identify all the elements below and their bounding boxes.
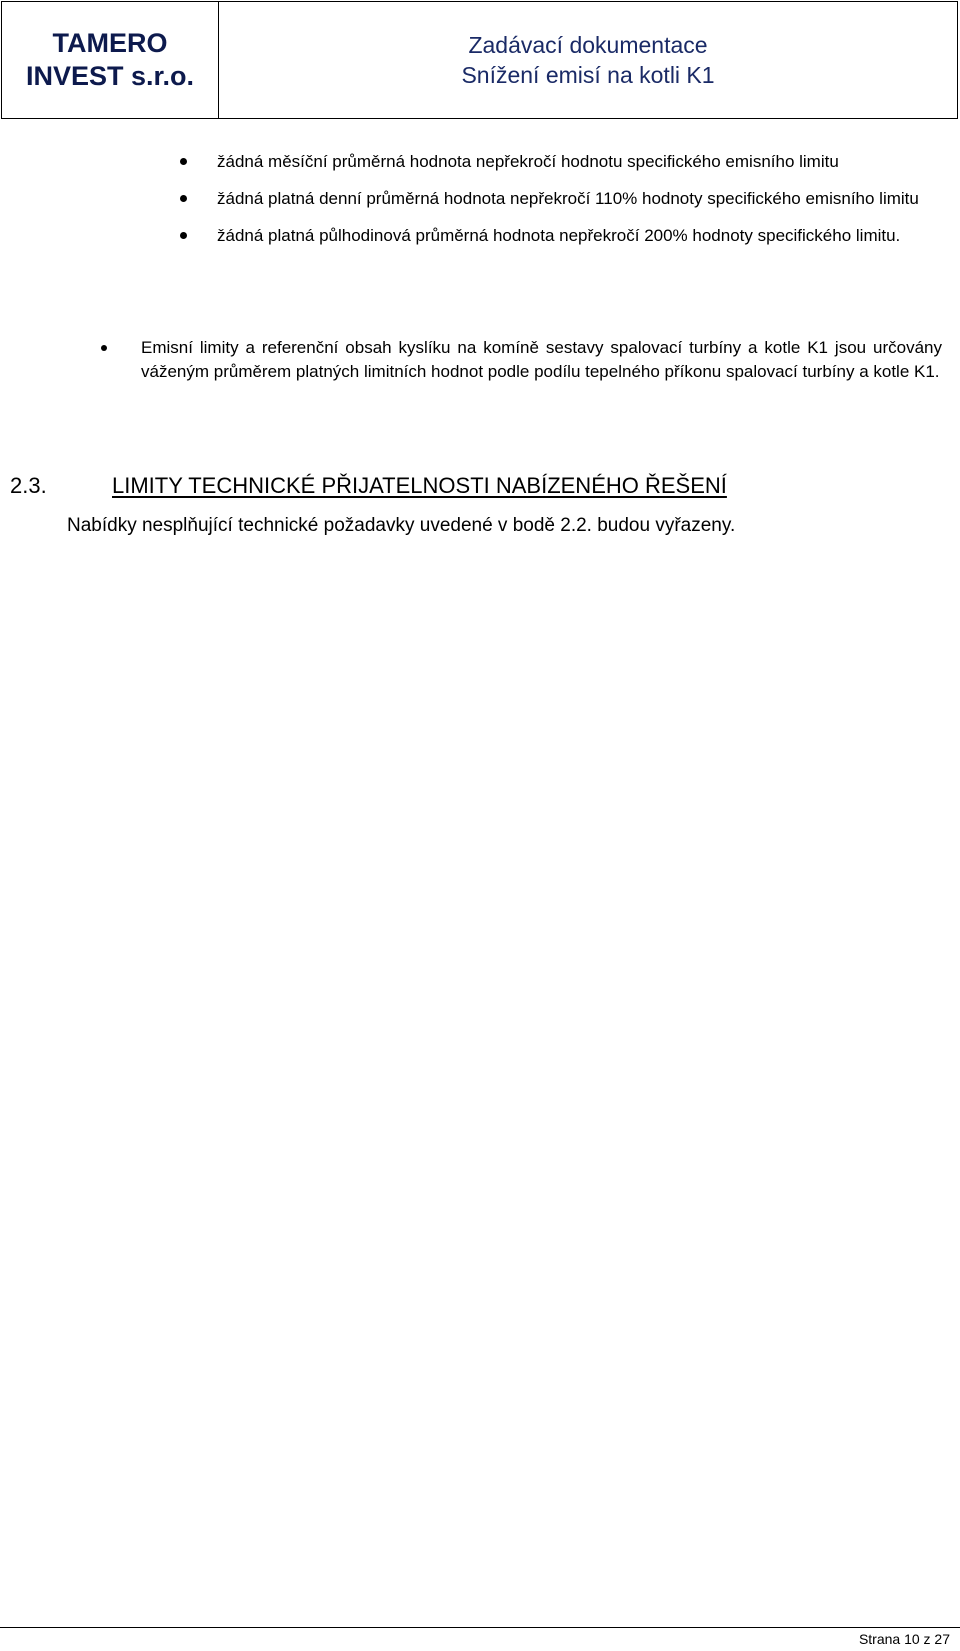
bullet-icon xyxy=(101,345,107,351)
company-name-line1: TAMERO xyxy=(52,28,168,58)
list-item-text: žádná platná půlhodinová průměrná hodnota nepřekročí 200% hodnoty specifického limitu. xyxy=(217,226,901,245)
page-number: Strana 10 z 27 xyxy=(858,1631,950,1647)
company-name xyxy=(2,2,219,118)
sub-bullet-list xyxy=(0,150,960,261)
section-number: 2.3. xyxy=(10,473,47,498)
list-item xyxy=(0,224,960,248)
section-title: LIMITY TECHNICKÉ PŘIJATELNOSTI NABÍZENÉHO ŘEŠENÍ xyxy=(112,473,727,498)
list-item-text: žádná platná denní průměrná hodnota nepřekročí 110% hodnoty specifického emisního limitu xyxy=(217,189,919,208)
bullet-icon xyxy=(180,158,187,165)
list-item-text: žádná měsíční průměrná hodnota nepřekročí hodnotu specifického emisního limitu xyxy=(217,152,839,171)
document-subtitle: Snížení emisí na kotli K1 xyxy=(461,62,715,88)
body-paragraph: Nabídky nesplňující technické požadavky uvedené v bodě 2.2. budou vyřazeny. xyxy=(67,515,736,536)
list-item xyxy=(0,187,960,211)
document-title: Zadávací dokumentace xyxy=(468,32,708,58)
company-name-line2: INVEST s.r.o. xyxy=(25,61,195,91)
footer-divider xyxy=(0,1627,960,1628)
bullet-icon xyxy=(180,232,187,239)
document-title-block xyxy=(219,2,957,118)
section-heading xyxy=(0,470,960,502)
document-header xyxy=(1,1,958,119)
list-item xyxy=(0,150,960,174)
main-bullet-text: Emisní limity a referenční obsah kyslíku na komíně sestavy spalovací turbíny a kotle K1 jsou určovány váženým průměrem platných limitních hodnot podle podílu tepelného příkonu spalovací turbíny a kotle K1. xyxy=(141,338,942,381)
main-bullet-item xyxy=(0,336,960,384)
bullet-icon xyxy=(180,195,187,202)
